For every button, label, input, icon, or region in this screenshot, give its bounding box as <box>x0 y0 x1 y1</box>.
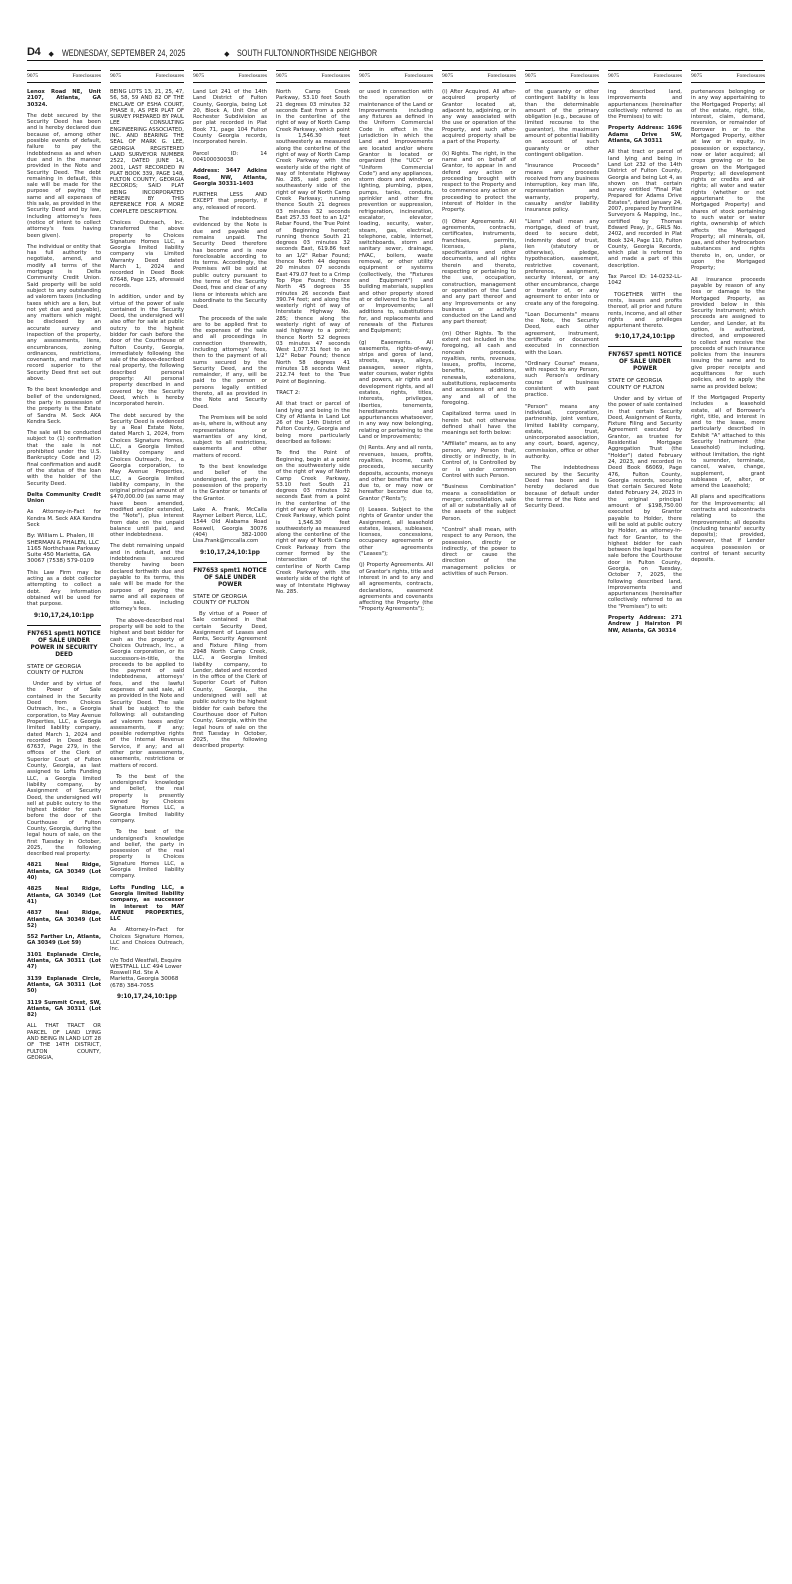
notice-paragraph: Lake A. Frank, McCalla Raymer Leibert Pierce, LLC, 1544 Old Alabama Road Roswell, Georgia 30076 (404) 382-1000 Lisa.Frank@mccalla.com <box>193 506 267 545</box>
notice-paragraph: ALL THAT TRACT OR PARCEL OF LAND LYING AND BEING IN LAND LOT 28 OF THE 14TH DISTRICT, FULTON COUNTY, GEORGIA, <box>27 1023 101 1061</box>
notice-column <box>525 70 599 1580</box>
category-number: 9075 <box>608 73 620 79</box>
notice-paragraph: "Affiliate" means, as to any person, any Person that, directly or indirectly, is in Control of, is Controlled by or is under common Control with such Person. <box>442 441 516 479</box>
column-category-header <box>27 70 101 83</box>
publication-name: SOUTH FULTON/NORTHSIDE NEIGHBOR <box>237 48 378 58</box>
notice-paragraph: To the best knowledge and belief of the undersigned, the party in possession of the property is the Grantor or tenants of the Grantor. <box>193 464 267 502</box>
notice-heading: 9:10,17,24,10:1pp <box>615 334 675 341</box>
notice-column <box>691 70 765 1580</box>
notice-paragraph: (m) Other Rights. To the extent not included in the foregoing, all cash and noncash proceeds, royalties, rents, revenues, issues, profits, income, benefits, additions, renewals, extensions, substitutions, replacements and accessions of and to any and all of the foregoing. <box>442 330 516 406</box>
legal-notices-columns <box>27 70 767 1580</box>
notice-paragraph: (i) After Acquired. All after-acquired property of Grantor located at, adjacent to, adjoining, or in any way associated with the use or operation of the Property, and such after-acquired property shall be a part of the Property. <box>442 89 516 146</box>
notice-paragraph: If the Mortgaged Property includes a leasehold estate, all of Borrower's right, title, and interest in and to the lease, more particularly described in Exhibit "A" attached to this Security Instrument (the Leasehold) including, without limitation, the right to surrender, terminate, cancel, waive, change, supplement, grant subleases of, alter, or amend the Leasehold; <box>691 394 765 490</box>
notice-bold-text: 3101 Esplanade Circle, Atlanta, GA 30311 (Lot 47) <box>27 951 101 971</box>
notice-paragraph: c/o Todd Westfall, Esquire WESTFALL LLC 494 Lower Roswell Rd. Ste A Marietta, Georgia 30068 (678) 384-7055 <box>110 957 182 989</box>
notice-column <box>442 70 516 1580</box>
notice-divider <box>193 562 267 563</box>
category-number: 9075 <box>442 73 454 79</box>
notice-paragraph: TOGETHER WITH the rents, issues and profits thereof, all prior and future rents, income, and all other rights and privileges appurtenant thereto. <box>608 291 682 330</box>
column-category-header <box>276 70 350 83</box>
category-label: Foreclosures <box>653 73 682 79</box>
diamond-separator-icon: ◆ <box>48 51 54 58</box>
notice-paragraph: FURTHER LESS AND EXCEPT that property, if any, released of record. <box>193 192 267 211</box>
diamond-separator-icon: ◆ <box>224 51 230 58</box>
notice-heading: 9:10,17,24,10:1pp <box>34 612 94 619</box>
category-label: Foreclosures <box>404 73 433 79</box>
notice-paragraph: of the guaranty or other contingent liability is less than the determinable amount of the primary obligation (e.g., because of limited recourse to the guarantor), the maximum amount of potential liability on account of such guaranty or other contingent obligation. <box>525 89 599 158</box>
category-number: 9075 <box>525 73 537 79</box>
category-label: Foreclosures <box>487 73 516 79</box>
notice-paragraph: or used in connection with the operation or maintenance of the Land or Improvements including any fixtures as defined in the Uniform Commercial Code in effect in the jurisdiction in which the Land and Improvements are located and/or where Grantor is located or organized (the "UCC" or "Uniform Commercial Code") and any appliances, storm doors and windows, lighting, plumbing, pipes, pumps, tanks, conduits, sprinkler and other fire prevention or suppression, refrigeration, incineration, escalator, elevator, loading, security, water, steam, gas, electrical, telephone, cable, internet, switchboards, storm and sanitary sewer, drainage, HVAC, boilers, waste removal, or other utility equipment or systems (collectively, the "Fixtures and Equipment") and building materials, supplies and other property stored at or delivered to the Land or Improvements; all additions to, substitutions for, and replacements and renewals of the Fixtures and Equipment; <box>359 89 433 335</box>
page-number: D4 <box>27 46 41 58</box>
notice-column <box>27 70 101 1580</box>
notice-paragraph: The sale will be conducted subject to (1) confirmation that the sale is not prohibited under the U.S. Bankruptcy Code and (2) final confirmation and audit of the status of the loan with the holder of the Security Deed. <box>27 430 101 487</box>
notice-bold-text: Property Address: 271 Andrew J Hairston Pl NW, Atlanta, GA 30314 <box>608 615 682 634</box>
category-label: Foreclosures <box>321 73 350 79</box>
column-category-header <box>359 70 433 83</box>
page-masthead <box>27 46 763 61</box>
notice-paragraph: To the best knowledge and belief of the undersigned, the party in possession of the property is the Estate of Sandra M. Seck AKA Kendra Seck. <box>27 387 101 425</box>
notice-bold-text: Delta Community Credit Union <box>27 491 101 505</box>
column-category-header <box>525 70 599 83</box>
notice-heading: FN7657 spmt1 NOTICE OF SALE UNDER POWER <box>608 352 682 373</box>
notice-paragraph: (k) Rights. The right, in the name and on behalf of Grantor, to appear in and defend any action or proceeding brought with respect to the Property and to commence any action or proceeding to protect the interest of Holder in the Property. <box>442 150 516 214</box>
notice-paragraph: "Control" shall mean, with respect to any Person, the possession, directly or indirectly, of the power to direct or cause the direction of the management policies or activities of such Person. <box>442 527 516 578</box>
notice-paragraph: (j) Property Agreements. All of Grantor's rights, title and interest in and to any and all agreements, contracts, declarations, easement agreements and covenants affecting the Property (the "Property Agreements"); <box>359 562 433 613</box>
notice-paragraph: Choices Outreach, Inc. transferred the above property to Choices Signature Homes LLC, a Georgia limited liability company via Limited Warranty Deed dated March 1, 2024 and recorded in Deed Book 67648, Page 125, aforesaid records. <box>110 219 184 289</box>
notice-column <box>193 70 267 1580</box>
category-number: 9075 <box>27 73 39 79</box>
notice-heading: FN7653 spmt1 NOTICE OF SALE UNDER POWER <box>193 567 267 588</box>
notice-bold-text: 3119 Summit Crest, SW, Atlanta, GA 30311 (Lot 82) <box>27 999 101 1019</box>
notice-paragraph: The proceeds of the sale are to be applied first to the expenses of the sale and all proceedings in connection therewith, including attorneys' fees, then to the payment of all sums secured by the Security Deed, and the remainder, if any, will be paid to the person or persons legally entitled thereto, all as provided in the Note and Security Deed. <box>193 315 267 410</box>
notice-heading: FN7651 spmt1 NOTICE OF SALE UNDER POWER IN SECURITY DEED <box>27 630 101 658</box>
category-number: 9075 <box>110 73 122 79</box>
column-category-header <box>442 70 516 83</box>
category-label: Foreclosures <box>736 73 765 79</box>
notice-column <box>110 70 184 1580</box>
notice-paragraph: All that tract or parcel of land lying and being in Land Lot 232 of the 14th District of Fulton County, Georgia and being Lot 4, as shown on that certain survey entitled "Final Plat Prepared for Adams Drive Estates", dated January 24, 2007, prepared by Frontline Surveyors & Mapping, Inc., certified by Thomas Edward Peay, Jr., GRLS No. 2402, and recorded in Plat Book 324, Page 110, Fulton County, Georgia Records, which plat is referred to and made a part of this description. <box>608 149 682 269</box>
notice-paragraph: In addition, under and by virtue of the power of sale contained in the Security Deed, the undersigned will also offer for sale at public outcry to the highest bidder for cash before the door of the Courthouse of Fulton County, Georgia, immediately following the sale of the above-described real property, the following described personal property: All personal property described in and covered by the Security Deed, which is hereby incorporated herein. <box>110 294 184 408</box>
notice-paragraph: BEING LOTS 13, 21, 25, 47, 56, 58, 59 AND 82 OF THE ENCLAVE OF ESHA COURT, PHASE II, AS PER PLAT OF SURVEY PREPARED BY PAUL LEE CONSULTING ENGINEERING ASSOCIATED, INC. AND BEARING THE SEAL OF MARK G. LEE, GEORGIA REGISTERED LAND SURVEYOR NUMBER 2522, DATED JUNE 14, 2001, LAST RECORDED IN PLAT BOOK 339, PAGE 148, FULTON COUNTY, GEORGIA RECORDS; SAID PLAT BEING INCORPORATED HEREIN BY THIS REFERENCE FOR A MORE COMPLETE DESCRIPTION. <box>110 89 184 215</box>
notice-paragraph: Capitalized terms used in herein but not otherwise defined shall have the meanings set forth below: <box>442 411 516 437</box>
notice-bold-text: 4825 Neal Ridge, Atlanta, GA 30349 (Lot 41) <box>27 886 101 905</box>
notice-paragraph: "Business Combination" means a consolidation or merger, consolidation, sale of all or substantially all of the assets of the subject Person. <box>442 484 516 522</box>
notice-paragraph: Land Lot 241 of the 14th Land District of Fulton County, Georgia, being Lot 20, Block A, Unit One of Rochester Subdivision as per plat recorded in Plat Book 71, page 104 Fulton County Georgia records, incorporated herein. <box>193 89 267 146</box>
column-category-header <box>110 70 184 83</box>
category-number: 9075 <box>691 73 703 79</box>
column-category-header <box>691 70 765 83</box>
notice-column <box>359 70 433 1580</box>
category-number: 9075 <box>359 73 371 79</box>
category-label: Foreclosures <box>570 73 599 79</box>
notice-paragraph: The indebtedness secured by the Security Deed has been and is hereby declared due because of default under the terms of the Note and Security Deed. <box>525 465 599 510</box>
notice-paragraph: By: William L. Phalen, III SHERMAN & PHALEN, LLC 1165 Northchase Parkway Suite 450 Marietta, GA 30067 (7538) 579-0109 <box>27 533 101 565</box>
notice-paragraph: "Liens" shall mean any mortgage, deed of trust, deed to secure debt, indemnity deed of trust, lien (statutory or otherwise), pledge, hypothecation, easement, restrictive covenant, preference, assignment, security interest, or any other encumbrance, charge or transfer of, or any agreement to enter into or create any of the foregoing. <box>525 218 599 307</box>
notice-paragraph: The individual or entity that has full authority to negotiate, amend, and modify all terms of the mortgage is Delta Community Credit Union. Said property will be sold subject to any outstanding ad valorem taxes (including taxes which are a lien, but not yet due and payable), any matters which might be disclosed by an accurate survey and inspection of the property, any assessments, liens, encumbrances, zoning ordinances, restrictions, covenants, and matters of record superior to the Security Deed first set out above. <box>27 243 101 383</box>
notice-paragraph: (l) Other Agreements. All agreements, contracts, certificates, instruments, franchises, permits, licenses, plans, specifications and other documents, and all rights therein and thereto, respecting or pertaining to the use, occupation, construction, management or operation of the Land and any part thereof and any Improvements or any business or activity conducted on the Land and any part thereof; <box>442 218 516 326</box>
notice-paragraph: All insurance proceeds payable by reason of any loss or damage to the Mortgaged Property, as provided below in this Security Instrument; which proceeds are assigned to Lender, and Lender, at its option, is authorized, directed, and empowered to collect and receive the proceeds of such insurance policies from the insurers issuing the same and to give proper receipts and acquittances for such policies, and to apply the same as provided below; <box>691 276 765 390</box>
notice-paragraph: Parcel ID: 14 004100030038 <box>193 150 267 163</box>
notice-paragraph: As Attorney-In-Fact for Choices Signature Homes, LLC and Choices Outreach, Inc. <box>110 927 184 953</box>
notice-paragraph: All plans and specifications for the Improvements; all contracts and subcontracts relating to the Improvements; all deposits (including tenants' security deposits); provided, however, that if Lender acquires possession or control of tenant security deposits. <box>691 494 765 564</box>
notice-paragraph: "Person" means any individual, corporation, partnership, joint venture, limited liability company, estate, trust, unincorporated association, any court, board, agency, commission, office or other authority. <box>525 403 599 461</box>
notice-bold-text: Lofts Funding LLC, a Georgia limited liability company, as successor in interest to MAY AVENUE PROPERTIES, LLC <box>110 884 184 923</box>
notice-bold-text: Lenox Road NE, Unit 2107, Atlanta, GA 30324. <box>27 89 101 108</box>
notice-bold-text: 3139 Esplanade Circle, Atlanta, GA 30311 (Lot 50) <box>27 975 101 995</box>
notice-bold-text: 4821 Neal Ridge, Atlanta, GA 30349 (Lot 40) <box>27 862 101 882</box>
notice-paragraph: All that tract or parcel of land lying and being in the City of Atlanta in Land Lot 26 of the 14th District of Fulton County, Georgia and being more particularly described as follows: <box>276 401 350 446</box>
publication-date: WEDNESDAY, SEPTEMBER 24, 2025 <box>61 48 186 58</box>
category-number: 9075 <box>276 73 288 79</box>
notice-paragraph: STATE OF GEORGIA COUNTY OF FULTON <box>193 593 250 606</box>
notice-divider <box>27 625 101 626</box>
notice-bold-text: 4837 Neal Ridge, Atlanta, GA 30349 (Lot 52) <box>27 910 101 929</box>
notice-paragraph: The Premises will be sold as-is, where is, without any representations or warranties of any kind, subject to all restrictions, easements and other matters of record. <box>193 414 267 459</box>
column-category-header <box>193 70 267 83</box>
notice-paragraph: TRACT 2: <box>276 389 301 396</box>
notice-paragraph: The indebtedness evidenced by the Note is due and payable and remains unpaid. The Security Deed therefore has become and is now foreclosable according to its terms. Accordingly, the Premises will be sold at public outcry pursuant to the terms of the Security Deed, free and clear of any liens or interests which are subordinate to the Security Deed. <box>193 216 267 311</box>
notice-paragraph: "Ordinary Course" means, with respect to any Person, such Person's ordinary course of business consistent with past practice. <box>525 360 599 399</box>
notice-paragraph: By virtue of a Power of Sale contained in that certain Security Deed, Assignment of Leases and Rents, Security Agreement and Fixture Filing from 2948 North Camp Creek, LLC, a Georgia limited liability company, to Lender, dated and recorded in the office of the Clerk of Superior Court of Fulton County, Georgia, the undersigned will sell at public outcry to the highest bidder for cash before the Courthouse door of Fulton County, Georgia, within the legal hours of sale on the first Tuesday in October, 2025, the following described property: <box>193 611 267 750</box>
notice-heading: 9:10,17,24,10:1pp <box>117 994 177 1001</box>
notice-paragraph: To find the Point of Beginning, begin at a point on the southwesterly side of the right of way of North Camp Creek Parkway, 53.10 feet South 21 degrees 03 minutes 32 seconds East from a point in the centerline of the right of way of North Camp Creek Parkway, which point is 1,546.30 feet southwesterly as measured along the centerline of the right of way of North Camp Creek Parkway from the corner formed by the intersection of the centerline of North Camp Creek Parkway with the westerly side of the right of way of Interstate Highway No. 285. <box>276 450 350 595</box>
notice-heading: 9:10,17,24,10:1pp <box>200 549 260 556</box>
notice-column <box>608 70 682 1580</box>
notice-paragraph: As Attorney-in-Fact for Kendra M. Seck AKA Kendra Seck <box>27 509 101 528</box>
notice-paragraph: "Insurance Proceeds" means any proceeds received from any business interruption, key man life, representation and warranty, property, casualty and/or liability insurance policy. <box>525 163 599 214</box>
notice-paragraph: STATE OF GEORGIA COUNTY OF FULTON <box>27 663 84 676</box>
notice-paragraph: Under and by virtue of the power of sale contained in that certain Security Deed, Assignment of Rents, Fixture Filing and Security Agreement executed by Grantor, as trustee for Residential Mortgage Aggregation Trust (the "Holder") dated February 24, 2023, and recorded in Deed Book 66069, Page 476, Fulton County, Georgia records, securing that certain Secured Note dated February 24, 2023 in the original principal amount of $198,750.00 executed by Grantor payable to Holder, there will be sold at public outcry by Holder, as attorney-in-fact for Grantor, to the highest bidder for cash between the legal hours for sale before the Courthouse door in Fulton County, Georgia, on Tuesday, October 7, 2025, the following described land, improvements and appurtenances (hereinafter collectively referred to as the "Premises") to wit: <box>608 395 682 610</box>
category-label: Foreclosures <box>238 73 267 79</box>
category-label: Foreclosures <box>155 73 184 79</box>
column-category-header <box>608 70 682 83</box>
notice-paragraph: STATE OF GEORGIA COUNTY OF FULTON <box>608 378 665 391</box>
notice-paragraph: This Law Firm may be acting as a debt collector attempting to collect a debt. Any information obtained will be used for that purpose. <box>27 569 101 608</box>
notice-paragraph: North Camp Creek Parkway, 53.10 feet South 21 degrees 03 minutes 32 seconds East from a point in the centerline of the right of way of North Camp Creek Parkway, which point is 1,546.30 feet southwesterly as measured along the centerline of the right of way of North Camp Creek Parkway with the westerly side of the right of way of Interstate Highway No. 285, said point on southeasterly side of the right of way of North Camp Creek Parkway; running thence South 21 degrees 03 minutes 32 seconds East 257.33 feet to an 1/2" Rebar Found, the True Point of Beginning hereof; running thence South 21 degrees 03 minutes 32 seconds East, 619.86 feet to an 1/2" Rebar Found; thence North 44 degrees 20 minutes 07 seconds East 479.07 feet to a Crimp Top Pipe Found; thence North 45 degrees 35 minutes 26 seconds East 390.74 feet; and along the westerly right of way of Interstate Highway No. 285; thence along the westerly right of way of said highway to a point; thence North 52 degrees 03 minutes 47 seconds West 1,077.31 feet to an 1/2" Rebar Found; thence North 58 degrees 41 minutes 18 seconds West 212.74 feet to the True Point of Beginning. <box>276 89 350 385</box>
notice-paragraph: The debt secured by the Security Deed has been and is hereby declared due because of, among other possible events of default, failure to pay the indebtedness as and when due and in the manner provided in the Note and Security Deed. The debt remaining in default, this sale will be made for the purpose of paying the same and all expenses of this sale, as provided in the Security Deed and by law, including attorney's fees (notice of intent to collect attorney's fees having been given). <box>27 112 101 239</box>
notice-bold-text: 552 Farther Ln, Atlanta, GA 30349 (Lot 59) <box>27 934 101 947</box>
notice-paragraph: (i) Leases. Subject to the rights of Grantor under the Assignment, all leasehold estates, leases, subleases, licenses, concessions, occupancy agreements or other agreements ("Leases"); <box>359 507 433 558</box>
notice-paragraph: (g) Easements. All easements, rights-of-way, strips and gores of land, streets, ways, alleys, passages, sewer rights, water courses, water rights and powers, air rights and development rights, and all estates, rights, titles, interests, privileges, liberties, tenements, hereditaments and appurtenances whatsoever, in any way now belonging, relating or pertaining to the Land or Improvements; <box>359 339 433 441</box>
notice-paragraph: The above-described real property will be sold to the highest and best bidder for cash as the property of Choices Outreach, Inc., a Georgia corporation, or its successors-in-title, the proceeds to be applied to the payment of said indebtedness, attorneys' fees, and the lawful expenses of said sale, all as provided in the Note and Security Deed. The sale shall be subject to the following: all outstanding ad valorem taxes and/or assessments, if any; possible redemptive rights of the Internal Revenue Service, if any; and all other prior assessments, easements, restrictions or matters of record. <box>110 617 184 769</box>
notice-paragraph: Under and by virtue of the Power of Sale contained in the Security Deed from Choices Outreach, Inc., a Georgia corporation, to May Avenue Properties, LLC, a Georgia limited liability company, dated March 1, 2024 and recorded in Deed Book 67637, Page 279, in the offices of the Clerk of Superior Court of Fulton County, Georgia, as last assigned to Lofts Funding LLC, a Georgia limited liability company, by Assignment of Security Deed, the undersigned will sell at public outcry to the highest bidder for cash before the door of the Courthouse of Fulton County, Georgia, during the legal hours of sale, on the first Tuesday in October, 2025, the following described real property: <box>27 681 101 858</box>
category-label: Foreclosures <box>72 73 101 79</box>
notice-paragraph: ing described land, improvements and appurtenances (hereinafter collectively referred to as the Premises) to wit: <box>608 89 682 121</box>
category-number: 9075 <box>193 73 205 79</box>
notice-paragraph: "Loan Documents" means the Note, the Security Deed, each other agreement, instrument, certificate or document executed in connection with the Loan. <box>525 311 599 356</box>
notice-paragraph: To the best of the undersigned's knowledge and belief, the party in possession of the real property is Choices Signature Homes LLC, a Georgia limited liability company. <box>110 829 184 880</box>
notice-bold-text: Property Address: 1696 Adams Drive SW, Atlanta, GA 30311 <box>608 125 682 145</box>
notice-paragraph: To the best of the undersigned's knowledge and belief, the real property is presently owned by Choices Signature Homes LLC, a Georgia limited liability company. <box>110 773 184 824</box>
notice-column <box>276 70 350 1580</box>
notice-paragraph: (h) Rents. Any and all rents, revenues, issues, profits, royalties, income, cash proceeds, security deposits, accounts, moneys and other benefits that are due to, or may now or hereafter become due to, Grantor ("Rents"); <box>359 445 433 502</box>
notice-divider <box>608 346 682 347</box>
notice-bold-text: Address: 3447 Adkins Road, NW, Atlanta, Georgia 30331-1403 <box>193 168 267 187</box>
notice-paragraph: The debt remaining unpaid and in default, and the indebtedness secured thereby having been declared forthwith due and payable to its terms, this sale will be made for the purpose of paying the same and all expenses of this sale, including attorney's fees. <box>110 543 184 613</box>
notice-paragraph: The debt secured by the Security Deed is evidenced by a Real Estate Note, dated March 1, 2024, from Choices Signature Homes, LLC, a Georgia limited liability company and Choices Outreach, Inc., a Georgia corporation, to May Avenue Properties, LLC, a Georgia limited liability company, in the original principal amount of $470,000.00 (as same may have been amended, modified and/or extended, the "Note"), plus interest from date on the unpaid balance until paid, and other indebtedness. <box>110 412 184 539</box>
notice-paragraph: purtenances belonging or in any way appertaining to the Mortgaged Property; all of the estate, right, title, interest, claim, demand, reversion, or remainder of Borrower in or to the Mortgaged Property, either at law or in equity, in possession or expectancy, now or later acquired; all crops growing or to be grown on the Mortgaged Property; all development rights or credits and air rights; all water and water rights (whether or not appurtenant to the Mortgaged Property) and shares of stock pertaining to such water or water rights, ownership of which affects the Mortgaged Property; all minerals, oil, gas, and other hydrocarbon substances and rights thereto in, on, under, or upon the Mortgaged Property; <box>691 89 765 272</box>
notice-paragraph: Tax Parcel ID: 14-0232-LL-1042 <box>608 274 682 287</box>
